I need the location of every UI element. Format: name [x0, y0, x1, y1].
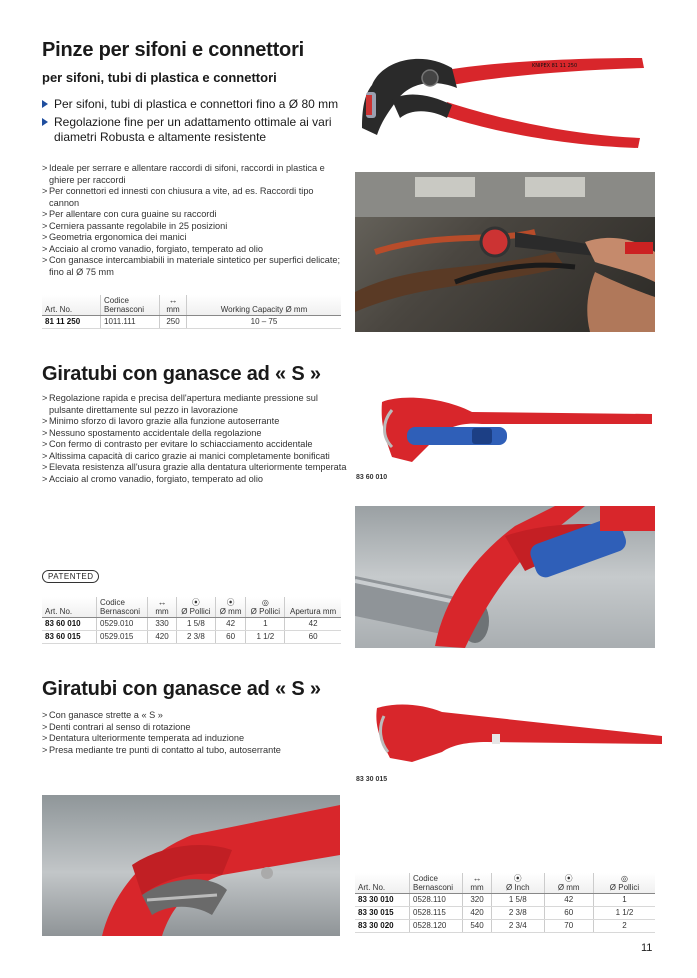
- feature-item: > Con ganasce strette a « S »: [42, 710, 342, 722]
- section2-title: Giratubi con ganasce ad « S »: [42, 363, 321, 385]
- feature-item: > Denti contrari al senso di rotazione: [42, 722, 342, 734]
- col-pollici-2: ◎ Ø Pollici: [246, 597, 285, 618]
- feature-item: > Minimo sforzo di lavoro grazie alla funzione autoserrante: [42, 416, 347, 428]
- col-mm: ↔ mm: [463, 873, 492, 894]
- col-art-no: Art. No.: [355, 873, 410, 894]
- table-row: 83 30 010 0528.110 320 1 5/8 42 1: [355, 894, 655, 907]
- feature-item: > Cerniera passante regolabile in 25 posizioni: [42, 221, 342, 233]
- pipe-fitting-icon: ◎: [620, 874, 628, 883]
- length-arrow-icon: ↔: [157, 597, 167, 607]
- section2-caption: 83 60 010: [356, 474, 388, 481]
- feature-item: > Per allentare con cura guaine su raccordi: [42, 209, 342, 221]
- highlight-item: Per sifoni, tubi di plastica e connettori fino a Ø 80 mm: [42, 97, 342, 112]
- feature-item: > Acciaio al cromo vanadio, forgiato, temperato ad olio: [42, 244, 342, 256]
- section1-subtitle: per sifoni, tubi di plastica e connettori: [42, 70, 277, 85]
- section2-features: [42, 393, 347, 485]
- feature-item: > Regolazione rapida e precisa dell'apertura mediante pressione sul pulsante direttamente sul pezzo in lavorazione: [42, 393, 347, 416]
- table-row: 83 30 015 0528.115 420 2 3/8 60 1 1/2: [355, 907, 655, 920]
- patented-badge: PATENTED: [42, 570, 99, 583]
- pipe-fitting-icon: ◎: [261, 598, 269, 607]
- pipe-diameter-icon: ⦿: [191, 598, 200, 607]
- feature-item: > Con ganasce intercambiabili in materiale sintetico per superfici delicate; fino al Ø 75 mm: [42, 255, 342, 278]
- feature-item: > Per connettori ed innesti con chiusura a vite, ad es. Raccordi tipo cannon: [42, 186, 342, 209]
- narrow-s-wrench-image: [352, 700, 665, 765]
- s-pipe-wrench-image: [352, 392, 657, 467]
- table-row: 81 11 250 1011.111 250 10 – 75: [42, 316, 341, 329]
- length-arrow-icon: ↔: [472, 873, 482, 883]
- feature-item: > Elevata resistenza all'usura grazie alla dentatura ulteriormente temperata: [42, 462, 347, 474]
- feature-item: > Presa mediante tre punti di contatto al tubo, autoserrante: [42, 745, 342, 757]
- pipe-diameter-icon: ⦿: [226, 598, 235, 607]
- col-apertura: Apertura mm: [285, 597, 341, 618]
- highlight-item: Regolazione fine per un adattamento ottimale ai vari diametri Robusta e altamente resistente: [42, 115, 342, 145]
- col-codice: Codice Bernasconi: [97, 597, 148, 618]
- section3-title: Giratubi con ganasce ad « S »: [42, 678, 321, 700]
- feature-item: > Nessuno spostamento accidentale della regolazione: [42, 428, 347, 440]
- feature-item: > Con fermo di contrasto per evitare lo schiacciamento accidentale: [42, 439, 347, 451]
- section1-spec-table: [42, 295, 341, 329]
- col-art-no: Art. No.: [42, 295, 101, 316]
- page-number: 11: [641, 942, 653, 954]
- s-jaw-closeup-photo: [42, 795, 340, 936]
- section1-title: Pinze per sifoni e connettori: [42, 39, 305, 61]
- section1-features: [42, 163, 342, 278]
- section3-caption: 83 30 015: [356, 776, 388, 783]
- feature-item: > Altissima capacità di carico grazie ai manici completamente bonificati: [42, 451, 347, 463]
- col-art-no: Art. No.: [42, 597, 97, 618]
- col-diameter-mm: ⦿ Ø mm: [544, 873, 593, 894]
- pipe-diameter-icon: ⦿: [513, 874, 522, 883]
- col-working-capacity: Working Capacity Ø mm: [187, 295, 342, 316]
- col-pollici: ◎ Ø Pollici: [593, 873, 655, 894]
- col-codice: Codice Bernasconi: [101, 295, 160, 316]
- section3-spec-table: [355, 873, 655, 933]
- section1-highlights: [42, 97, 342, 148]
- length-arrow-icon: ↔: [168, 295, 178, 305]
- feature-item: > Geometria ergonomica dei manici: [42, 232, 342, 244]
- table-row: 83 60 010 0529.010 330 1 5/8 42 1 42: [42, 618, 341, 631]
- tool-print: KNIPEX 81 11 250: [532, 63, 578, 69]
- section3-features: [42, 710, 342, 756]
- wrench-on-pipe-photo: [355, 506, 655, 648]
- table-row: 83 30 020 0528.120 540 2 3/4 70 2: [355, 920, 655, 933]
- feature-item: > Acciaio al cromo vanadio, forgiato, temperato ad olio: [42, 474, 347, 486]
- siphon-pliers-image: [352, 40, 652, 165]
- section2-spec-table: [42, 597, 341, 644]
- col-inch: ⦿ Ø Inch: [492, 873, 545, 894]
- col-mm: ↔ mm: [160, 295, 187, 316]
- col-mm: ↔ mm: [148, 597, 177, 618]
- table-row: 83 60 015 0529.015 420 2 3/8 60 1 1/2 60: [42, 631, 341, 644]
- feature-item: > Dentatura ulteriormente temperata ad induzione: [42, 733, 342, 745]
- col-diameter-mm: ⦿ Ø mm: [215, 597, 246, 618]
- pipe-diameter-icon: ⦿: [564, 874, 573, 883]
- engine-work-photo: [355, 172, 655, 332]
- col-pollici: ⦿ Ø Pollici: [177, 597, 216, 618]
- feature-item: > Ideale per serrare e allentare raccordi di sifoni, raccordi in plastica e ghiere per raccordi: [42, 163, 342, 186]
- col-codice: Codice Bernasconi: [410, 873, 463, 894]
